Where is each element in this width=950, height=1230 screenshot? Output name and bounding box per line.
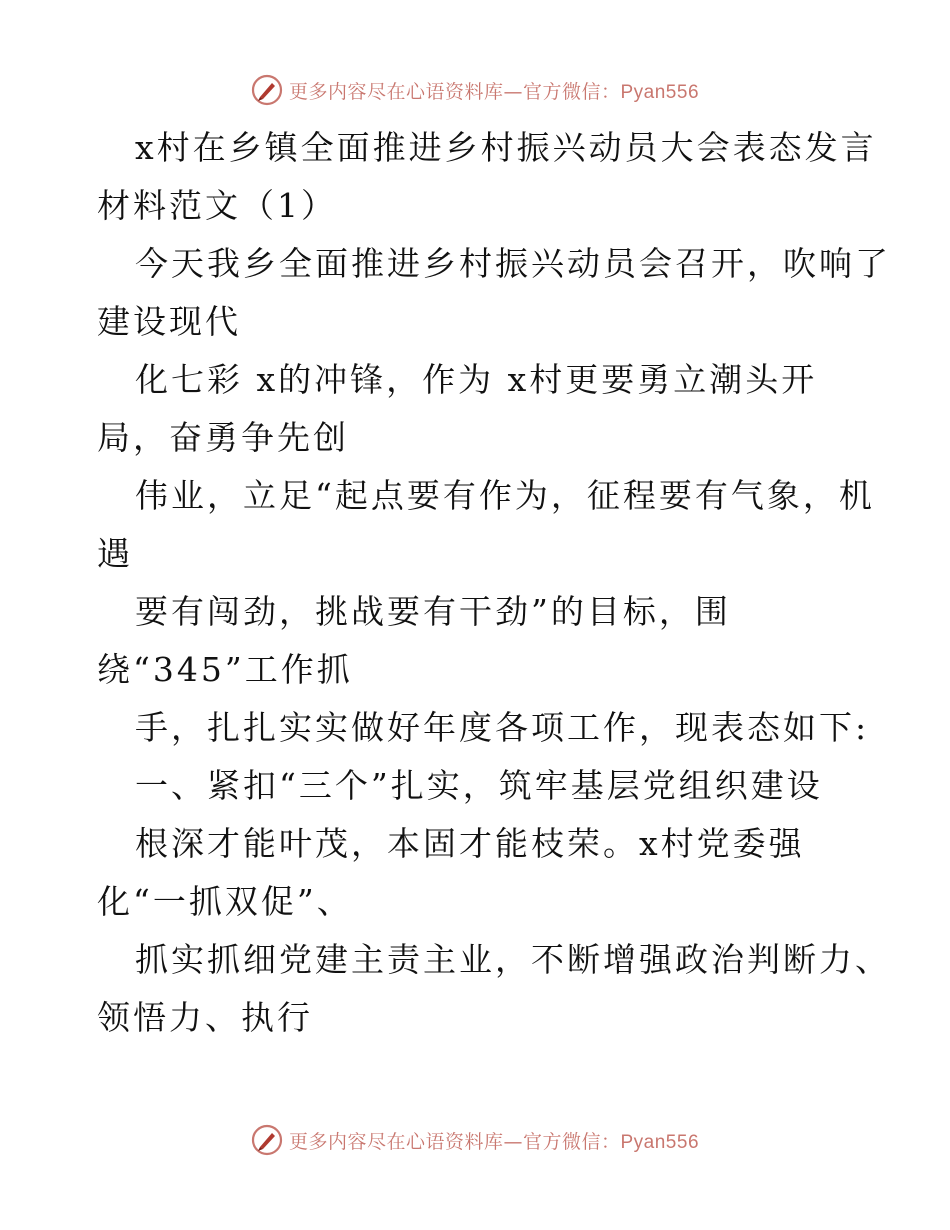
- text-line: 化七彩 x的冲锋，作为 x村更要勇立潮头开: [135, 360, 818, 399]
- text-line: 遇: [97, 534, 133, 573]
- section-heading: 一、紧扣“三个”扎实，筑牢基层党组织建设: [135, 766, 823, 805]
- text-line: 绕“345”工作抓: [97, 650, 353, 689]
- watermark-text: 更多内容尽在心语资料库—官方微信：Pyan556: [288, 1130, 700, 1153]
- text-line: 化“一抓双促”、: [97, 882, 353, 921]
- text-line: 手，扎扎实实做好年度各项工作，现表态如下:: [135, 708, 870, 747]
- text-line: 今天我乡全面推进乡村振兴动员会召开，吹响了: [135, 244, 891, 283]
- text-line: 根深才能叶茂，本固才能枝荣。x村党委强: [135, 824, 805, 863]
- header-watermark: [0, 70, 950, 110]
- text-line: 局，奋勇争先创: [97, 418, 349, 457]
- pen-logo-icon: [251, 74, 283, 106]
- text-line: 伟业，立足“起点要有作为，征程要有气象，机: [135, 476, 875, 515]
- title-line-1: x村在乡镇全面推进乡村振兴动员大会表态发言: [135, 128, 877, 167]
- text-line: 要有闯劲，挑战要有干劲”的目标，围: [135, 592, 731, 631]
- title-line-2: 材料范文（1）: [97, 186, 337, 225]
- text-line: 领悟力、执行: [97, 998, 313, 1037]
- footer-watermark: [0, 1120, 950, 1160]
- watermark-text: 更多内容尽在心语资料库—官方微信：Pyan556: [288, 80, 700, 103]
- text-line: 建设现代: [97, 302, 241, 341]
- pen-logo-icon: [251, 1124, 283, 1156]
- text-line: 抓实抓细党建主责主业，不断增强政治判断力、: [135, 940, 891, 979]
